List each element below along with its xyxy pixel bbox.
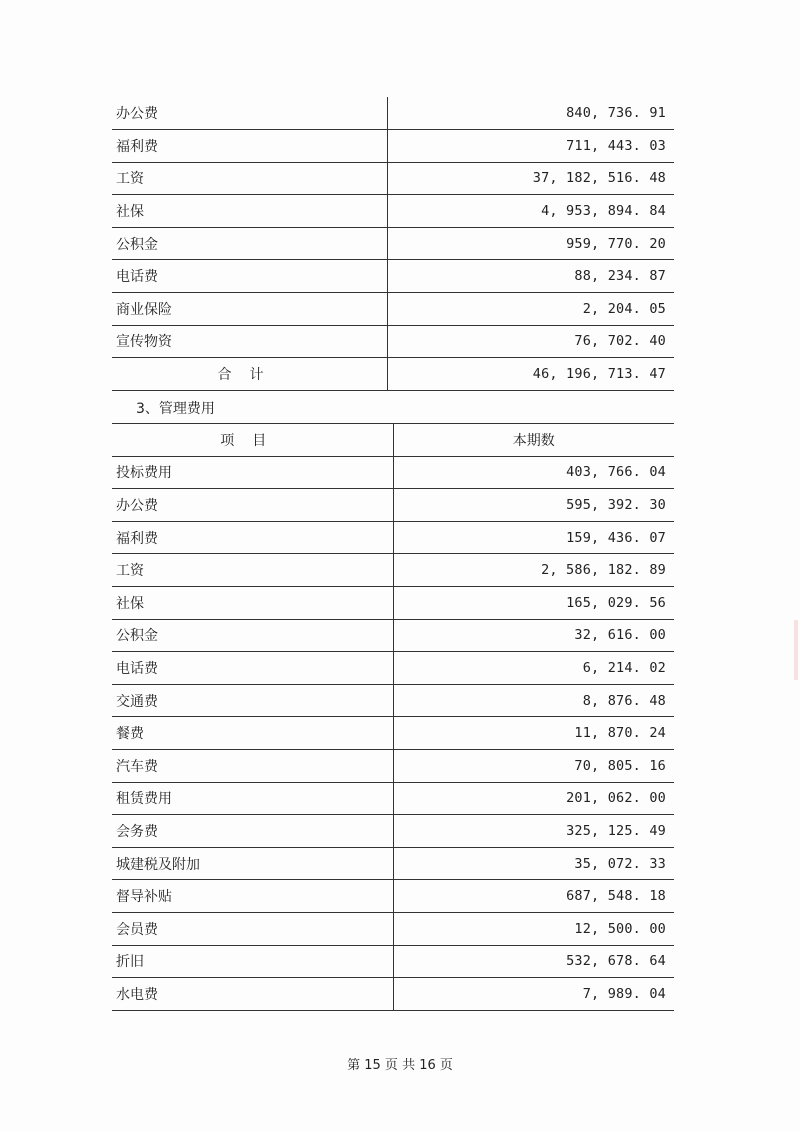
row-amount: 32, 616. 00: [393, 619, 674, 652]
row-item-name: 社保: [112, 586, 393, 619]
table-row: [112, 227, 674, 260]
table-row: [112, 162, 674, 195]
row-item-name: 交通费: [112, 684, 393, 717]
row-amount: 840, 736. 91: [388, 97, 675, 130]
row-amount: 37, 182, 516. 48: [388, 162, 675, 195]
table-row: [112, 749, 674, 782]
row-item-name: 城建税及附加: [112, 847, 393, 880]
row-amount: 88, 234. 87: [388, 260, 675, 293]
table-row: [112, 489, 674, 522]
row-amount: 11, 870. 24: [393, 717, 674, 750]
total-label: 合计: [112, 358, 388, 391]
table-row: [112, 97, 674, 130]
row-amount: 2, 204. 05: [388, 293, 675, 326]
page-number-footer: 第 15 页 共 16 页: [347, 1058, 453, 1073]
table-row: [112, 978, 674, 1011]
table-row: [112, 586, 674, 619]
total-row: [112, 358, 674, 391]
admin-expense-table-body: [112, 456, 674, 1010]
table-row: [112, 880, 674, 913]
table-row: [112, 847, 674, 880]
expense-table-continued-body: [112, 97, 674, 390]
table-row: [112, 619, 674, 652]
row-amount: 70, 805. 16: [393, 749, 674, 782]
row-amount: 35, 072. 33: [393, 847, 674, 880]
row-item-name: 公积金: [112, 227, 388, 260]
table-row: [112, 717, 674, 750]
table-row: [112, 293, 674, 326]
row-amount: 711, 443. 03: [388, 130, 675, 163]
total-amount: 46, 196, 713. 47: [388, 358, 675, 391]
row-item-name: 社保: [112, 195, 388, 228]
row-amount: 532, 678. 64: [393, 945, 674, 978]
table-row: [112, 260, 674, 293]
row-amount: 165, 029. 56: [393, 586, 674, 619]
row-amount: 6, 214. 02: [393, 652, 674, 685]
row-item-name: 电话费: [112, 260, 388, 293]
table-row: [112, 912, 674, 945]
expense-table-continued: [112, 97, 674, 391]
row-item-name: 会务费: [112, 815, 393, 848]
header-item: 项目: [112, 424, 393, 457]
row-item-name: 工资: [112, 554, 393, 587]
row-item-name: 汽车费: [112, 749, 393, 782]
table-row: [112, 195, 674, 228]
table-row: [112, 945, 674, 978]
row-amount: 2, 586, 182. 89: [393, 554, 674, 587]
row-amount: 12, 500. 00: [393, 912, 674, 945]
table-row: [112, 815, 674, 848]
row-amount: 595, 392. 30: [393, 489, 674, 522]
row-item-name: 投标费用: [112, 456, 393, 489]
row-amount: 403, 766. 04: [393, 456, 674, 489]
row-item-name: 会员费: [112, 912, 393, 945]
table-row: [112, 130, 674, 163]
table-row: [112, 782, 674, 815]
row-item-name: 公积金: [112, 619, 393, 652]
row-amount: 687, 548. 18: [393, 880, 674, 913]
table-row: [112, 684, 674, 717]
admin-expense-table: [112, 423, 674, 1011]
table-row: [112, 325, 674, 358]
row-item-name: 电话费: [112, 652, 393, 685]
row-amount: 959, 770. 20: [388, 227, 675, 260]
row-amount: 4, 953, 894. 84: [388, 195, 675, 228]
table-row: [112, 554, 674, 587]
row-item-name: 折旧: [112, 945, 393, 978]
table-row: [112, 456, 674, 489]
table-row: [112, 521, 674, 554]
row-amount: 325, 125. 49: [393, 815, 674, 848]
row-item-name: 福利费: [112, 521, 393, 554]
row-item-name: 餐费: [112, 717, 393, 750]
row-item-name: 宣传物资: [112, 325, 388, 358]
row-amount: 201, 062. 00: [393, 782, 674, 815]
row-item-name: 福利费: [112, 130, 388, 163]
row-amount: 76, 702. 40: [388, 325, 675, 358]
row-item-name: 租赁费用: [112, 782, 393, 815]
row-amount: 7, 989. 04: [393, 978, 674, 1011]
row-item-name: 办公费: [112, 97, 388, 130]
section-title-admin-expenses: 3、管理费用: [136, 401, 215, 417]
admin-expense-table-header: [112, 424, 674, 457]
header-current-period: 本期数: [393, 424, 674, 457]
page-edge-stamp-mark: [794, 620, 798, 680]
row-item-name: 办公费: [112, 489, 393, 522]
row-amount: 8, 876. 48: [393, 684, 674, 717]
row-item-name: 水电费: [112, 978, 393, 1011]
row-item-name: 工资: [112, 162, 388, 195]
row-item-name: 商业保险: [112, 293, 388, 326]
row-amount: 159, 436. 07: [393, 521, 674, 554]
table-row: [112, 652, 674, 685]
row-item-name: 督导补贴: [112, 880, 393, 913]
